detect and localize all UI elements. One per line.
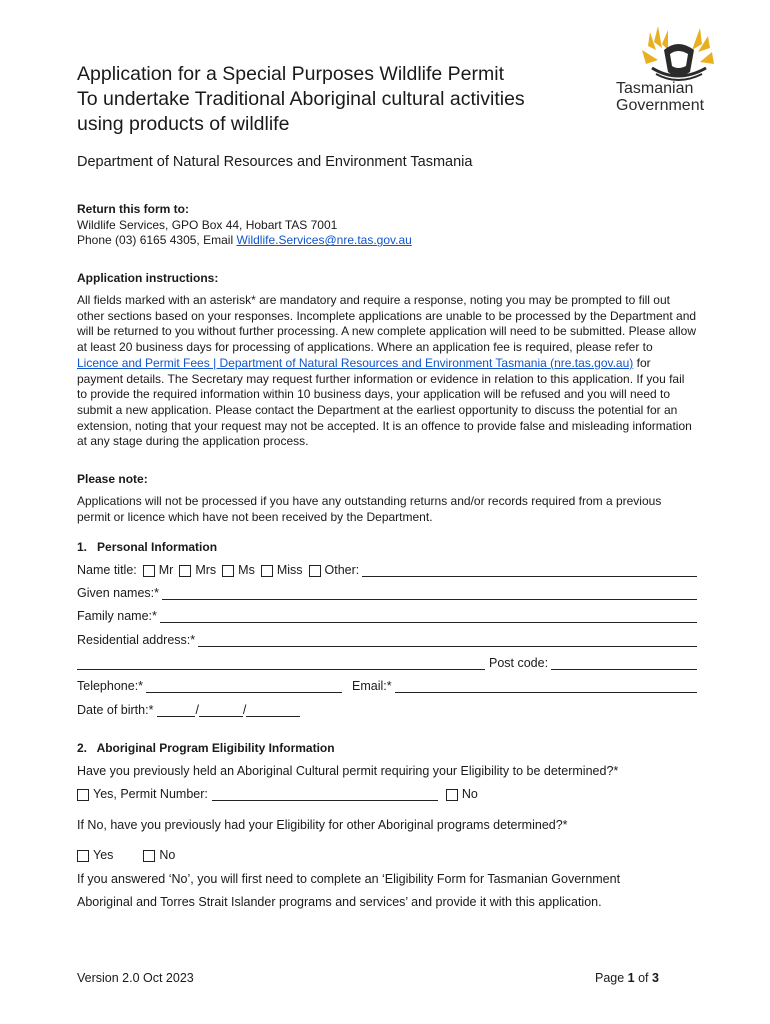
eligibility-q1-options (77, 787, 697, 801)
residential-address-label: Residential address:* (77, 633, 196, 647)
residential-address-field[interactable] (198, 634, 697, 647)
post-code-field[interactable] (551, 657, 697, 670)
return-address: Wildlife Services, GPO Box 44, Hobart TAS 7001 (77, 217, 338, 232)
email-field[interactable] (395, 680, 697, 693)
given-names-label: Given names:* (77, 586, 159, 600)
title-mrs-label: Mrs (195, 563, 217, 577)
logo-text-line-2: Government (616, 97, 705, 114)
q1-no-checkbox[interactable] (446, 789, 458, 801)
telephone-field[interactable] (146, 680, 342, 693)
title-ms-checkbox[interactable] (222, 565, 234, 577)
residential-address-field-2[interactable] (77, 657, 485, 670)
q2-no-checkbox[interactable] (143, 850, 155, 862)
eligibility-note-line-2: Aboriginal and Torres Strait Islander programs and services’ and provide it with this application. (77, 895, 602, 909)
fees-link[interactable]: Licence and Permit Fees | Department of Natural Resources and Environment Tasmania (nre.tas.gov.au) (77, 355, 634, 370)
note-text: Applications will not be processed if you have any outstanding returns and/or records required from a previous permit or licence which have not been received by the Department. (77, 494, 662, 524)
title-line-2: To undertake Traditional Aboriginal cultural activities (77, 88, 525, 110)
email-link[interactable]: Wildlife.Services@nre.tas.gov.au (236, 233, 412, 248)
page-total: 3 (652, 971, 659, 985)
instructions-heading: Application instructions: (77, 271, 219, 285)
page-title (77, 62, 525, 137)
return-contact (77, 233, 412, 249)
title-other-field[interactable] (362, 564, 697, 577)
dob-label: Date of birth:* (77, 703, 154, 717)
title-line-3: using products of wildlife (77, 113, 290, 135)
version-label: Version 2.0 Oct 2023 (77, 971, 194, 985)
dob-separator-2: / (242, 703, 247, 717)
department-name: Department of Natural Resources and Environment Tasmania (77, 154, 473, 170)
title-miss-checkbox[interactable] (261, 565, 273, 577)
note-heading: Please note: (77, 472, 148, 486)
q1-yes-checkbox[interactable] (77, 789, 89, 801)
name-title-label: Name title: (77, 563, 137, 577)
telephone-label: Telephone:* (77, 679, 144, 693)
eligibility-question-1: Have you previously held an Aboriginal Cultural permit requiring your Eligibility to be determined?* (77, 764, 619, 778)
eligibility-q2-options (77, 848, 697, 862)
logo-text-line-1: Tasmanian (616, 80, 694, 97)
address-line-2-row (77, 656, 697, 670)
title-mr-checkbox[interactable] (143, 565, 155, 577)
contact-row (77, 679, 697, 693)
instructions-text-part-1: All fields marked with an asterisk* are mandatory and require a response, noting you may be prompted to fill out other sections based on your responses. Incomplete applications are unable to be processed by the Department and will be returned to you without further processing. A new complete application will need to be submitted. Please allow at least 20 business days for processing of applications. Where an application fee is required, please refer to (77, 293, 697, 355)
residential-address-row (77, 633, 697, 647)
thylacine-crest-icon (642, 26, 714, 80)
q2-yes-checkbox[interactable] (77, 850, 89, 862)
page-current: 1 (627, 971, 635, 985)
title-line-1: Application for a Special Purposes Wildlife Permit (77, 63, 505, 85)
post-code-label: Post code: (489, 656, 549, 670)
eligibility-note-line-1: If you answered ‘No’, you will first need to complete an ‘Eligibility Form for Tasmanian Government (77, 872, 621, 886)
dob-year-field[interactable] (246, 704, 300, 717)
eligibility-question-2: If No, have you previously had your Eligibility for other Aboriginal programs determined?* (77, 818, 568, 832)
page-prefix: Page (595, 971, 628, 985)
title-mrs-checkbox[interactable] (179, 565, 191, 577)
page-number (595, 971, 659, 985)
instructions-text (77, 293, 697, 450)
dob-month-field[interactable] (199, 704, 243, 717)
section-2-heading: 2. Aboriginal Program Eligibility Information (77, 741, 335, 755)
q2-yes-label: Yes (93, 848, 114, 862)
return-block (77, 202, 412, 249)
permit-number-field[interactable] (212, 788, 438, 801)
section-1-heading: 1. Personal Information (77, 540, 218, 554)
title-mr-label: Mr (158, 563, 174, 577)
q1-yes-label: Yes, Permit Number: (93, 787, 208, 801)
name-title-row (77, 563, 697, 577)
return-phone: Phone (03) 6165 4305, Email (77, 233, 237, 248)
email-label: Email:* (352, 679, 392, 693)
title-ms-label: Ms (238, 563, 255, 577)
title-other-checkbox[interactable] (309, 565, 321, 577)
instructions-text-part-2: for payment details. The Secretary may request further information or evidence in relation to this application. If you fail to provide the required information within 10 business days, your application will be refused and you will need to submit a new application. Please contact the Department at the earliest opportunity to discuss the potential for an extension, noting that your request may not be accepted. It is an offence to provide false and misleading information at any stage during the application process. (77, 355, 692, 449)
logo-text (616, 80, 704, 114)
dob-row (77, 703, 697, 717)
q2-no-label: No (159, 848, 176, 862)
title-other-label: Other: (324, 563, 360, 577)
family-name-label: Family name:* (77, 609, 157, 623)
title-miss-label: Miss (276, 563, 303, 577)
family-name-row (77, 609, 697, 623)
given-names-row (77, 586, 697, 600)
return-heading: Return this form to: (77, 202, 189, 216)
q1-no-label: No (461, 787, 478, 801)
dob-separator-1: / (195, 703, 199, 717)
dob-day-field[interactable] (157, 704, 195, 717)
page-of: of (634, 971, 652, 985)
given-names-field[interactable] (162, 587, 697, 600)
family-name-field[interactable] (160, 610, 697, 623)
